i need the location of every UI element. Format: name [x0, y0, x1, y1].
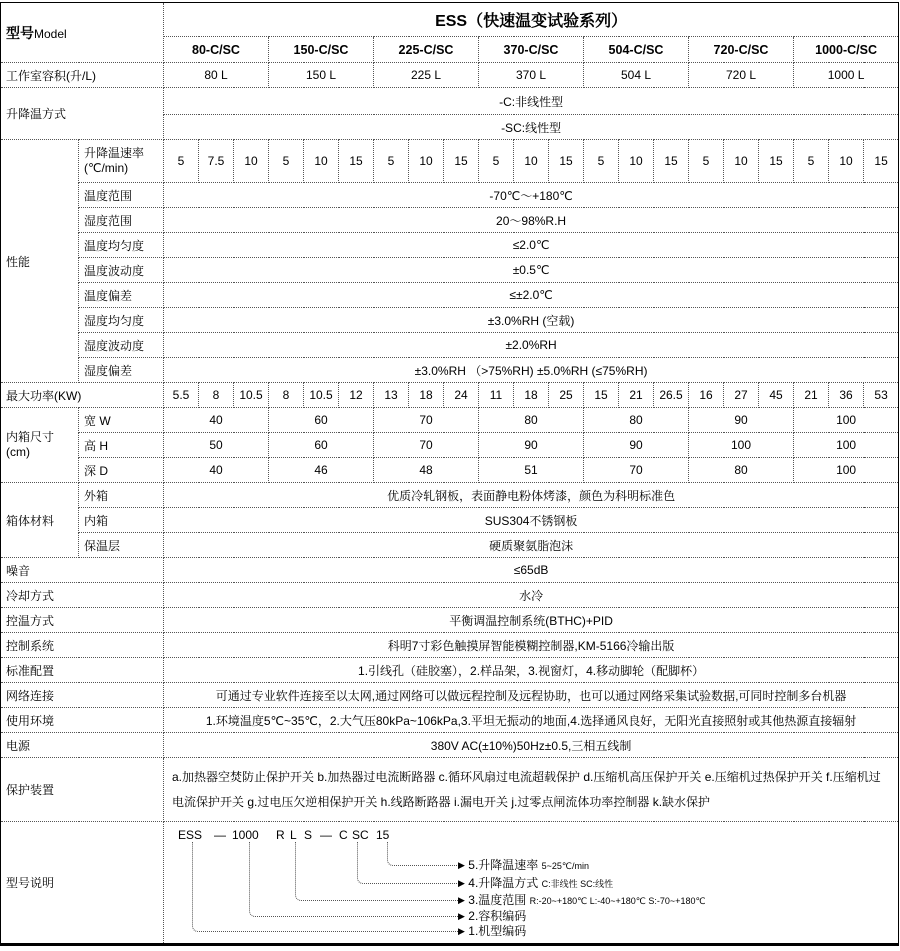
- max-power-value: 27: [724, 383, 759, 408]
- humidity-uniformity-value: ±3.0%RH (空载): [164, 308, 899, 333]
- volume-value: 720 L: [689, 63, 794, 88]
- standard-config-value: 1.引线孔（硅胶塞），2.样品架，3.视窗灯，4.移动脚轮（配脚杯）: [164, 658, 899, 683]
- arrow-icon: ▶: [458, 911, 465, 921]
- leader-line-series: [192, 842, 459, 932]
- material-inner-value: SUS304不锈钢板: [164, 508, 899, 533]
- max-power-value: 21: [619, 383, 654, 408]
- max-power-value: 15: [584, 383, 619, 408]
- code-part-dash2: —: [320, 828, 332, 842]
- temp-deviation-value: ≤±2.0℃: [164, 283, 899, 308]
- max-power-value: 8: [269, 383, 304, 408]
- code-part-dash1: —: [214, 828, 226, 842]
- noise-value: ≤65dB: [164, 558, 899, 583]
- protection-value: a.加热器空焚防止保护开关 b.加热器过电流断路器 c.循环风扇过电流超载保护 d.压缩机高压保护开关 e.压缩机过热保护开关 f.压缩机过电流保护开关 g.过电压欠逆相保护开关 h.线路断路器 i.漏电开关 j.过零点闸流体功率控制器 k.缺水保护: [164, 758, 899, 822]
- row-material-inner: [1, 508, 899, 533]
- row-mode-nonlinear: [1, 88, 899, 115]
- temp-fluctuation-label: 温度波动度: [79, 258, 164, 283]
- row-material-insulation: [1, 533, 899, 558]
- callout-rate-title: 5.升降温速率: [468, 858, 539, 872]
- row-network: [1, 683, 899, 708]
- mode-nonlinear-value: -C:非线性型: [164, 88, 899, 115]
- max-power-value: 13: [374, 383, 409, 408]
- model-label-en: Model: [34, 26, 67, 41]
- inner-height-value: 100: [794, 433, 899, 458]
- material-outer-value: 优质冷轧钢板，表面静电粉体烤漆，颜色为科明标准色: [164, 483, 899, 508]
- arrow-icon: ▶: [458, 926, 465, 936]
- humidity-range-label: 湿度范围: [79, 208, 164, 233]
- material-insulation-label: 保温层: [79, 533, 164, 558]
- row-model-legend: [1, 822, 899, 945]
- max-power-value: 24: [444, 383, 479, 408]
- model-row-label: [1, 3, 164, 63]
- control-system-value: 科明7寸彩色触摸屏智能模糊控制器,KM-5166冷输出版: [164, 633, 899, 658]
- model-label-cn: 型号: [6, 24, 34, 41]
- max-power-value: 8: [199, 383, 234, 408]
- code-part-mode-c: C: [339, 828, 348, 842]
- model-column-header: 504-C/SC: [584, 37, 689, 63]
- max-power-value: 21: [794, 383, 829, 408]
- code-part-range-l: L: [290, 828, 297, 842]
- row-temp-deviation: [1, 283, 899, 308]
- code-part-volume: 1000: [232, 828, 259, 842]
- temp-uniformity-label: 温度均匀度: [79, 233, 164, 258]
- code-part-rate: 15: [376, 828, 390, 842]
- rate-label: [79, 140, 164, 183]
- inner-width-value: 100: [794, 408, 899, 433]
- arrow-icon: ▶: [458, 878, 465, 888]
- row-humidity-deviation: [1, 358, 899, 383]
- row-environment: [1, 708, 899, 733]
- mode-label: 升降温方式: [1, 88, 164, 140]
- model-column-header: 150-C/SC: [269, 37, 374, 63]
- callout-volume-title: 2.容积编码: [468, 909, 527, 923]
- callout-mode-detail: C:非线性 SC:线性: [541, 879, 614, 889]
- rate-value: 15: [654, 140, 689, 183]
- max-power-value: 18: [409, 383, 444, 408]
- inner-depth-value: 80: [689, 458, 794, 483]
- cooling-value: 水冷: [164, 583, 899, 608]
- max-power-value: 26.5: [654, 383, 689, 408]
- model-column-header: 1000-C/SC: [794, 37, 899, 63]
- temp-uniformity-value: ≤2.0℃: [164, 233, 899, 258]
- rate-value: 10: [829, 140, 864, 183]
- max-power-value: 5.5: [164, 383, 199, 408]
- inner-height-label: 高 H: [79, 433, 164, 458]
- max-power-value: 53: [864, 383, 899, 408]
- inner-width-value: 80: [479, 408, 584, 433]
- network-value: 可通过专业软件连接至以太网,通过网络可以做远程控制及远程协助，也可以通过网络采集试验数据,可同时控制多台机器: [164, 683, 899, 708]
- model-legend-diagram: [164, 822, 899, 945]
- inner-height-value: 50: [164, 433, 269, 458]
- rate-value: 5: [479, 140, 514, 183]
- row-inner-height: [1, 433, 899, 458]
- max-power-value: 12: [339, 383, 374, 408]
- volume-value: 80 L: [164, 63, 269, 88]
- max-power-value: 11: [479, 383, 514, 408]
- row-rate: [1, 140, 899, 183]
- model-legend-label: 型号说明: [1, 822, 164, 945]
- row-temp-range: [1, 183, 899, 208]
- mode-linear-value: -SC:线性型: [164, 115, 899, 140]
- row-humidity-range: [1, 208, 899, 233]
- inner-width-value: 70: [374, 408, 479, 433]
- humidity-deviation-label: 湿度偏差: [79, 358, 164, 383]
- humidity-deviation-value: ±3.0%RH （>75%RH) ±5.0%RH (≤75%RH): [164, 358, 899, 383]
- temp-deviation-label: 温度偏差: [79, 283, 164, 308]
- rate-value: 5: [584, 140, 619, 183]
- temp-control-label: 控温方式: [1, 608, 164, 633]
- code-part-range-r: R: [276, 828, 285, 842]
- row-power-supply: [1, 733, 899, 758]
- rate-value: 5: [689, 140, 724, 183]
- noise-label: 噪音: [1, 558, 164, 583]
- volume-label: 工作室容积(升/L): [1, 63, 164, 88]
- code-part-range-s: S: [304, 828, 313, 842]
- row-control-system: [1, 633, 899, 658]
- row-temp-control: [1, 608, 899, 633]
- inner-width-value: 80: [584, 408, 689, 433]
- rate-value: 5: [164, 140, 199, 183]
- inner-depth-value: 100: [794, 458, 899, 483]
- max-power-value: 10.5: [304, 383, 339, 408]
- rate-value: 5: [794, 140, 829, 183]
- inner-height-value: 70: [374, 433, 479, 458]
- callout-series-title: 1.机型编码: [468, 924, 527, 938]
- max-power-value: 18: [514, 383, 549, 408]
- performance-group-label: 性能: [1, 140, 79, 383]
- row-max-power: [1, 383, 899, 408]
- row-temp-uniformity: [1, 233, 899, 258]
- inner-height-value: 90: [479, 433, 584, 458]
- power-supply-value: 380V AC(±10%)50Hz±0.5,三相五线制: [164, 733, 899, 758]
- rate-value: 15: [444, 140, 479, 183]
- inner-depth-label: 深 D: [79, 458, 164, 483]
- callout-mode: [458, 874, 613, 891]
- callout-range: [458, 891, 706, 908]
- model-code-diagram: [164, 822, 898, 943]
- material-outer-label: 外箱: [79, 483, 164, 508]
- materials-group-label: 箱体材料: [1, 483, 79, 558]
- rate-value: 15: [339, 140, 374, 183]
- protection-label: 保护装置: [1, 758, 164, 822]
- row-series-title: [1, 3, 899, 37]
- model-column-header: 80-C/SC: [164, 37, 269, 63]
- max-power-value: 25: [549, 383, 584, 408]
- volume-value: 504 L: [584, 63, 689, 88]
- row-humidity-uniformity: [1, 308, 899, 333]
- temp-fluctuation-value: ±0.5℃: [164, 258, 899, 283]
- rate-value: 10: [409, 140, 444, 183]
- inner-depth-value: 40: [164, 458, 269, 483]
- callout-rate: [458, 856, 589, 873]
- row-noise: [1, 558, 899, 583]
- row-material-outer: [1, 483, 899, 508]
- rate-value: 5: [269, 140, 304, 183]
- temp-range-value: -70℃～+180℃: [164, 183, 899, 208]
- arrow-icon: ▶: [458, 895, 465, 905]
- arrow-icon: ▶: [458, 860, 465, 870]
- row-protection: [1, 758, 899, 822]
- rate-unit-text: (℃/min): [84, 161, 129, 175]
- inner-size-unit-text: (cm): [6, 445, 30, 459]
- rate-value: 10: [304, 140, 339, 183]
- row-cooling: [1, 583, 899, 608]
- power-supply-label: 电源: [1, 733, 164, 758]
- standard-config-label: 标准配置: [1, 658, 164, 683]
- row-inner-width: [1, 408, 899, 433]
- inner-width-value: 40: [164, 408, 269, 433]
- volume-value: 225 L: [374, 63, 479, 88]
- max-power-value: 45: [759, 383, 794, 408]
- inner-width-value: 60: [269, 408, 374, 433]
- volume-value: 370 L: [479, 63, 584, 88]
- inner-depth-value: 48: [374, 458, 479, 483]
- callout-mode-title: 4.升降温方式: [468, 876, 539, 890]
- max-power-value: 36: [829, 383, 864, 408]
- max-power-value: 10.5: [234, 383, 269, 408]
- temp-control-value: 平衡调温控制系统(BTHC)+PID: [164, 608, 899, 633]
- code-part-series: ESS: [178, 828, 203, 842]
- rate-value: 15: [759, 140, 794, 183]
- inner-size-group-label: [1, 408, 79, 483]
- material-inner-label: 内箱: [79, 508, 164, 533]
- rate-value: 10: [514, 140, 549, 183]
- humidity-fluctuation-label: 湿度波动度: [79, 333, 164, 358]
- rate-value: 15: [549, 140, 584, 183]
- rate-value: 10: [724, 140, 759, 183]
- callout-series: [458, 922, 526, 939]
- inner-height-value: 90: [584, 433, 689, 458]
- volume-value: 1000 L: [794, 63, 899, 88]
- callout-range-title: 3.温度范围: [468, 893, 527, 907]
- row-temp-fluctuation: [1, 258, 899, 283]
- environment-value: 1.环境温度5℃~35℃，2.大气压80kPa~106kPa,3.平坦无振动的地面,4.选择通风良好，无阳光直接照射或其他热源直接辐射: [164, 708, 899, 733]
- material-insulation-value: 硬质聚氨脂泡沫: [164, 533, 899, 558]
- inner-width-label: 宽 W: [79, 408, 164, 433]
- max-power-value: 16: [689, 383, 724, 408]
- row-humidity-fluctuation: [1, 333, 899, 358]
- row-inner-depth: [1, 458, 899, 483]
- inner-depth-value: 51: [479, 458, 584, 483]
- inner-depth-value: 70: [584, 458, 689, 483]
- inner-height-value: 100: [689, 433, 794, 458]
- inner-depth-value: 46: [269, 458, 374, 483]
- humidity-uniformity-label: 湿度均匀度: [79, 308, 164, 333]
- humidity-fluctuation-value: ±2.0%RH: [164, 333, 899, 358]
- spec-table: [0, 2, 899, 946]
- model-column-header: 720-C/SC: [689, 37, 794, 63]
- rate-value: 5: [374, 140, 409, 183]
- cooling-label: 冷却方式: [1, 583, 164, 608]
- rate-label-text: 升降温速率: [84, 146, 145, 160]
- row-volume: [1, 63, 899, 88]
- rate-value: 7.5: [199, 140, 234, 183]
- inner-width-value: 90: [689, 408, 794, 433]
- model-column-header: 370-C/SC: [479, 37, 584, 63]
- model-column-header: 225-C/SC: [374, 37, 479, 63]
- callout-range-detail: R:-20~+180℃ L:-40~+180℃ S:-70~+180℃: [529, 896, 706, 906]
- inner-height-value: 60: [269, 433, 374, 458]
- temp-range-label: 温度范围: [79, 183, 164, 208]
- control-system-label: 控制系统: [1, 633, 164, 658]
- rate-value: 10: [619, 140, 654, 183]
- row-standard-config: [1, 658, 899, 683]
- environment-label: 使用环境: [1, 708, 164, 733]
- series-title: ESS（快速温变试验系列）: [164, 3, 899, 37]
- humidity-range-value: 20～98%R.H: [164, 208, 899, 233]
- network-label: 网络连接: [1, 683, 164, 708]
- inner-size-label-text: 内箱尺寸: [6, 430, 55, 444]
- callout-rate-detail: 5~25℃/min: [541, 861, 590, 871]
- code-part-mode-sc: SC: [352, 828, 369, 842]
- rate-value: 10: [234, 140, 269, 183]
- rate-value: 15: [864, 140, 899, 183]
- volume-value: 150 L: [269, 63, 374, 88]
- max-power-label: 最大功率(KW): [1, 383, 164, 408]
